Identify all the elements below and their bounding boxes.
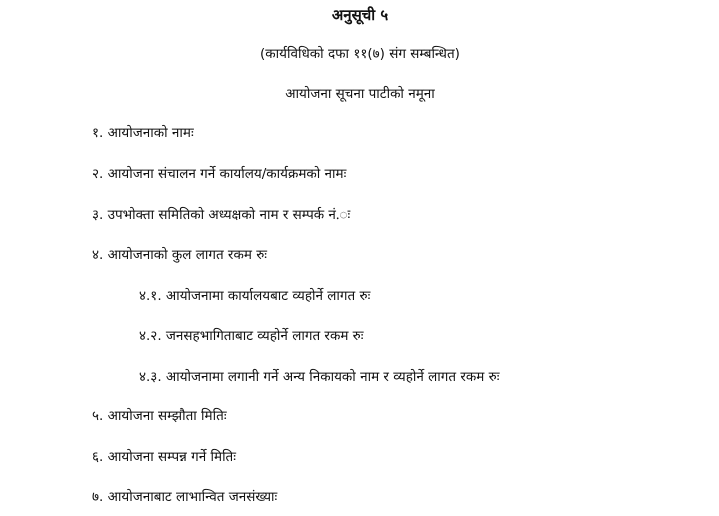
list-item: ५. आयोजना सम्झौता मितिः	[92, 408, 227, 424]
list-item: ७. आयोजनाबाट लाभान्वित जनसंख्याः	[92, 489, 278, 505]
page-title: अनुसूची ५	[331, 6, 389, 24]
list-item: ६. आयोजना सम्पन्न गर्ने मितिः	[92, 449, 236, 465]
list-item: १. आयोजनाको नामः	[92, 125, 194, 141]
list-item: ३. उपभोक्ता समितिको अध्यक्षको नाम र सम्पर्क नं.ः	[92, 207, 351, 223]
sub-list-item: ४.२. जनसहभागिताबाट व्यहोर्ने लागत रकम रुः	[139, 328, 364, 344]
section-heading: आयोजना सूचना पाटीको नमूना	[285, 86, 435, 102]
list-item: २. आयोजना संचालन गर्ने कार्यालय/कार्यक्रमको नामः	[92, 166, 347, 182]
sub-list-item: ४.३. आयोजनामा लगानी गर्ने अन्य निकायको नाम र व्यहोर्ने लागत रकम रुः	[139, 369, 500, 385]
sub-list-item: ४.१. आयोजनामा कार्यालयबाट व्यहोर्ने लागत रुः	[139, 288, 371, 304]
subtitle: (कार्यविधिको दफा ११(७) संग सम्बन्धित)	[260, 46, 460, 62]
list-item: ४. आयोजनाको कुल लागत रकम रुः	[92, 247, 267, 263]
